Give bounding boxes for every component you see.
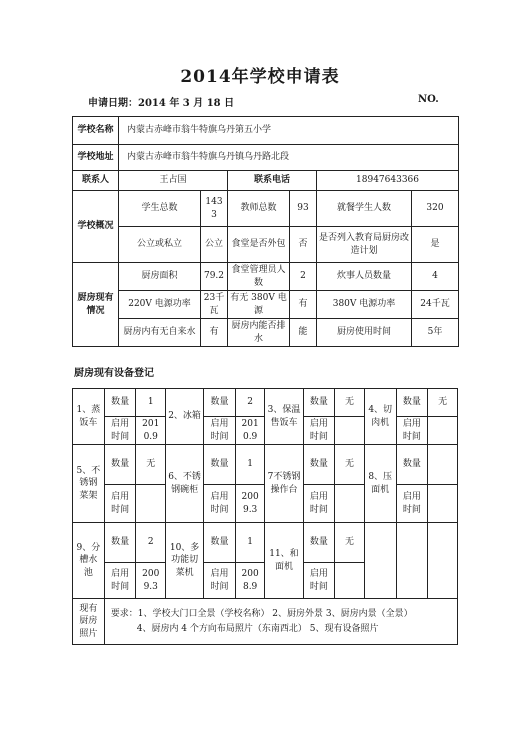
form-number <box>418 94 439 105</box>
equipment-name: 2、冰箱 <box>166 389 204 445</box>
diners-value: 320 <box>412 191 459 227</box>
outsourced-label: 食堂是否外包 <box>228 227 290 263</box>
equipment-name: 1、蒸饭车 <box>73 389 105 445</box>
photos-label: 现有厨房照片 <box>73 599 105 645</box>
equipment-section-title: 厨房现有设备登记 <box>74 368 154 379</box>
school-address-value: 内蒙古赤峰市翁牛特旗乌丹镇乌丹路北段 <box>119 145 459 171</box>
qty-label: 数量 <box>204 523 236 563</box>
since-value: 2008.9 <box>235 563 265 599</box>
equipment-table <box>72 388 458 645</box>
form-number-label: NO. <box>418 94 439 105</box>
since-label: 启用时间 <box>104 417 136 445</box>
photo-requirements <box>104 599 457 645</box>
since-label: 启用时间 <box>204 417 236 445</box>
equipment-name: 3、保温售饭车 <box>265 389 303 445</box>
since-label: 启用时间 <box>204 485 236 523</box>
equipment-name: 5、不锈钢菜架 <box>73 445 105 523</box>
drainage-value: 能 <box>290 319 317 347</box>
cooks-value: 4 <box>412 263 459 291</box>
qty-label: 数量 <box>303 523 335 563</box>
school-info-table <box>72 116 459 347</box>
qty-value: 1 <box>136 389 166 417</box>
since-value: 2009.3 <box>235 485 265 523</box>
page-title: 2014年学校申请表 <box>180 67 340 87</box>
since-value: 2009.3 <box>136 563 166 599</box>
kitchen-area-label: 厨房面积 <box>119 263 201 291</box>
qty-value <box>428 445 458 485</box>
power-220v-value: 23千瓦 <box>201 291 228 319</box>
empty-cell <box>396 523 428 599</box>
qty-label: 数量 <box>396 389 428 417</box>
since-label: 启用时间 <box>303 563 335 599</box>
contact-value: 王占国 <box>119 171 228 191</box>
empty-cell <box>364 523 396 599</box>
kitchen-status-label: 厨房现有情况 <box>73 263 119 347</box>
managers-value: 2 <box>290 263 317 291</box>
tap-water-value: 有 <box>201 319 228 347</box>
students-value: 1433 <box>201 191 228 227</box>
qty-value: 无 <box>335 523 365 563</box>
cooks-label: 炊事人员数量 <box>317 263 412 291</box>
since-value <box>335 563 365 599</box>
qty-value: 2 <box>136 523 166 563</box>
qty-label: 数量 <box>104 523 136 563</box>
school-type-label: 公立或私立 <box>119 227 201 263</box>
has-380v-value: 有 <box>290 291 317 319</box>
power-380v-label: 380V 电源功率 <box>317 291 412 319</box>
teachers-label: 教师总数 <box>228 191 290 227</box>
since-label: 启用时间 <box>104 485 136 523</box>
qty-label: 数量 <box>303 445 335 485</box>
power-220v-label: 220V 电源功率 <box>119 291 201 319</box>
overview-label: 学校概况 <box>73 191 119 263</box>
qty-label: 数量 <box>396 445 428 485</box>
equipment-name: 7不锈钢操作台 <box>265 445 303 523</box>
equipment-name: 6、不锈钢碗柜 <box>166 445 204 523</box>
since-value: 2010.9 <box>136 417 166 445</box>
qty-label: 数量 <box>303 389 335 417</box>
managers-label: 食堂管理员人数 <box>228 263 290 291</box>
phone-value: 18947643366 <box>317 171 459 191</box>
since-value <box>335 485 365 523</box>
school-name-label: 学校名称 <box>73 117 119 145</box>
power-380v-value: 24千瓦 <box>412 291 459 319</box>
kitchen-years-value: 5年 <box>412 319 459 347</box>
diners-label: 就餐学生人数 <box>317 191 412 227</box>
kitchen-years-label: 厨房使用时间 <box>317 319 412 347</box>
since-label: 启用时间 <box>104 563 136 599</box>
qty-label: 数量 <box>204 445 236 485</box>
qty-value: 无 <box>428 389 458 417</box>
teachers-value: 93 <box>290 191 317 227</box>
since-label: 启用时间 <box>396 485 428 523</box>
renovation-plan-label: 是否列入教育局厨房改造计划 <box>317 227 412 263</box>
equipment-name: 8、压面机 <box>364 445 396 523</box>
qty-value: 1 <box>235 445 265 485</box>
empty-cell <box>428 523 458 599</box>
qty-value: 1 <box>235 523 265 563</box>
drainage-label: 厨房内能否排水 <box>228 319 290 347</box>
qty-value: 2 <box>235 389 265 417</box>
tap-water-label: 厨房内有无自来水 <box>119 319 201 347</box>
since-value <box>428 485 458 523</box>
school-name-value: 内蒙古赤峰市翁牛特旗乌丹第五小学 <box>119 117 459 145</box>
school-type-value: 公立 <box>201 227 228 263</box>
phone-label: 联系电话 <box>228 171 317 191</box>
has-380v-label: 有无 380V 电源 <box>228 291 290 319</box>
equipment-name: 11、和面机 <box>265 523 303 599</box>
qty-label: 数量 <box>204 389 236 417</box>
since-value: 2010.9 <box>235 417 265 445</box>
since-label: 启用时间 <box>204 563 236 599</box>
apply-date: 申请日期：2014 年 3 月 18 日 <box>88 98 235 109</box>
since-label: 启用时间 <box>396 417 428 445</box>
school-address-label: 学校地址 <box>73 145 119 171</box>
equipment-name: 10、多功能切菜机 <box>166 523 204 599</box>
students-label: 学生总数 <box>119 191 201 227</box>
qty-label: 数量 <box>104 389 136 417</box>
renovation-plan-value: 是 <box>412 227 459 263</box>
photo-requirements-line-1: 要求：1、学校大门口全景（学校名称） 2、厨房外景 3、厨房内景（全景） <box>110 609 413 620</box>
outsourced-value: 否 <box>290 227 317 263</box>
photo-requirements-line-2: 4、厨房内 4 个方向布局照片（东南西北） 5、现有设备照片 <box>136 623 379 634</box>
since-value <box>136 485 166 523</box>
kitchen-area-value: 79.2 <box>201 263 228 291</box>
equipment-name: 9、分槽水池 <box>73 523 105 599</box>
qty-value: 无 <box>136 445 166 485</box>
qty-value: 无 <box>335 389 365 417</box>
since-label: 启用时间 <box>303 485 335 523</box>
qty-value: 无 <box>335 445 365 485</box>
since-value <box>428 417 458 445</box>
contact-label: 联系人 <box>73 171 119 191</box>
since-value <box>335 417 365 445</box>
qty-label: 数量 <box>104 445 136 485</box>
since-label: 启用时间 <box>303 417 335 445</box>
equipment-name: 4、切肉机 <box>364 389 396 445</box>
